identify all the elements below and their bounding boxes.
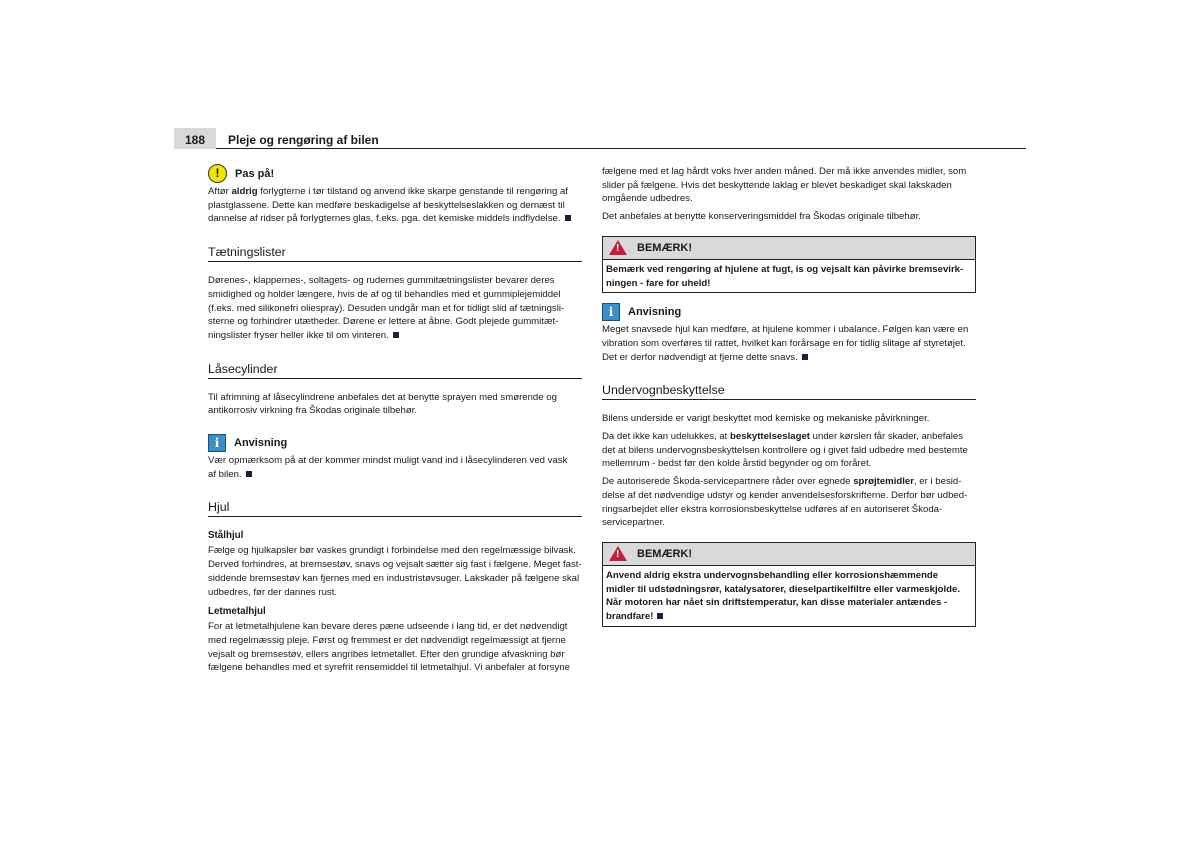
end-mark-icon <box>802 354 808 360</box>
warning-title: BEMÆRK! <box>637 547 692 560</box>
end-mark-icon <box>657 613 663 619</box>
lock-note-title: Anvisning <box>234 437 288 450</box>
steel-wheels-text: Fælge og hjulkapsler bør vaskes grundigt i forbindelse med den regelmæssige bilvask. Derved forhindres, at bremsestøv, snavs og vejsalt sætter sig fast i fælgene. Meget fast- siddende bremsestøv kan fjernes med en industristøvsuger. Lakskader på fælgene skal udbedres, før der dannes rust. <box>208 545 582 598</box>
lock-note-text: Vær opmærksom på at der kommer mindst muligt vand ind i låsecylinderen ved vask af bilen. <box>208 455 568 480</box>
page-number: 188 <box>174 128 216 149</box>
caution-title: Pas på! <box>235 167 275 180</box>
warning-triangle-icon: ! <box>609 546 627 561</box>
info-icon: i <box>602 303 620 321</box>
accessory-recommendation: Det anbefales at benytte konserveringsmiddel fra Škodas originale tilbehør. <box>602 211 921 223</box>
wheels-note-text: Meget snavsede hjul kan medføre, at hjulene kommer i ubalance. Følgen kan være en vibration som overføres til rattet, hvilket kan forårsage en for tidlig slitage af styretøjet. Det er derfor nødvendigt at fjerne dette snavs. <box>602 324 969 363</box>
warning-text: Bemærk ved rengøring af hjulene at fugt, is og vejsalt kan påvirke bremsevirk- ningen - fare for uheld! <box>606 263 964 289</box>
warning-triangle-icon: ! <box>609 240 627 255</box>
page-header <box>174 128 1026 149</box>
chapter-title: Pleje og rengøring af bilen <box>228 133 379 147</box>
right-column <box>602 165 976 637</box>
wheels-continued-text: fælgene med et lag hårdt voks hver anden måned. Der må ikke anvendes midler, som slider på fælgene. Hvis det beskyttende laklag er blevet beskadiget skal lakskaden omgående udbedres. <box>602 166 967 205</box>
warning-box-underbody <box>602 542 976 627</box>
lock-text: Til afrimning af låsecylindrene anbefales det at benytte sprayen med smørende og antikorrosiv virkning fra Škodas originale tilbehør. <box>208 391 557 417</box>
section-heading-underbody: Undervognbeskyttelse <box>602 382 976 400</box>
exclamation-icon: ! <box>208 164 227 183</box>
lock-note-header <box>208 434 582 452</box>
alloy-wheels-text: For at letmetalhjulene kan bevare deres pæne udseende i lang tid, er det nødvendigt med regelmæssig pleje. Først og fremmest er det nødvendigt regelmæssigt at fjerne vejsalt og bremsestøv, ellers angribes letmetallet. Efter den grundige afvaskning bør fælgene behandles med et syrefrit rensemiddel til letmetalhjul. Vi anbefaler at forsyne <box>208 621 570 674</box>
section-heading-lock: Låsecylinder <box>208 361 582 379</box>
wheels-note-title: Anvisning <box>628 306 682 319</box>
left-column <box>208 158 582 679</box>
info-icon: i <box>208 434 226 452</box>
wheels-note-header <box>602 303 976 321</box>
section-heading-seals: Tætningslister <box>208 244 582 262</box>
end-mark-icon <box>246 471 252 477</box>
warning-box-wheels <box>602 236 976 293</box>
underbody-p1: Bilens underside er varigt beskyttet mod kemiske og mekaniske påvirkninger. <box>602 413 930 425</box>
warning-title: BEMÆRK! <box>637 241 692 254</box>
seals-text: Dørenes-, klappernes-, soltagets- og rudernes gummitætningslister bevarer deres smidighed og holder længere, hvis de af og til behandles med et gummiplejemiddel (f.eks. med silikonefri oliespray). Desuden undgår man et for tidligt slid af tætningsli- sterne og forhindrer utætheder. Dørene er lettere at åbne. Godt plejede gummitæt- ningslister fryser heller ikke til om vinteren. <box>208 275 565 341</box>
steel-wheels-title: Stålhjul <box>208 530 244 542</box>
warning-text: Anvend aldrig ekstra undervognsbehandling eller korrosionshæmmende midler til udstødningsrør, katalysatorer, dieselpartikelfiltre eller varmeskjolde. Når motoren har nået sin driftstemperatur, kan disse materialer antændes - brandfare! <box>606 569 961 623</box>
caution-text: Aftør aldrig forlygterne i tør tilstand og anvend ikke skarpe genstande til rengøring af plastglassene. Dette kan medføre beskadigelse af beskyttelseslakken og dernæst til dannelse af ridser på forlygternes glas, f.eks. pga. det kemiske middels indflydelse. <box>208 185 582 226</box>
alloy-wheels-title: Letmetalhjul <box>208 606 266 618</box>
underbody-p3: De autoriserede Škoda-servicepartnere råder over egnede sprøjtemidler, er i besid- delse af det nødvendige udstyr og kender anvendelsesforskrifterne. Derfor bør udbed- ringsarbejdet eller ekstra korrosionsbeskyttelse udføres af en autoriseret Škoda- servicepartner. <box>602 476 968 529</box>
end-mark-icon <box>393 332 399 338</box>
underbody-p2: Da det ikke kan udelukkes, at beskyttelseslaget under kørslen får skader, anbefales det at bilens undervognsbeskyttelsen kontrollere og i givet fald udbedre med bestemte mellemrum - bedst før den kolde årstid begynder og om foråret. <box>602 431 968 470</box>
end-mark-icon <box>565 215 571 221</box>
caution-header <box>208 164 582 183</box>
section-heading-wheels: Hjul <box>208 499 582 517</box>
warning-header <box>603 543 975 566</box>
warning-header <box>603 237 975 260</box>
